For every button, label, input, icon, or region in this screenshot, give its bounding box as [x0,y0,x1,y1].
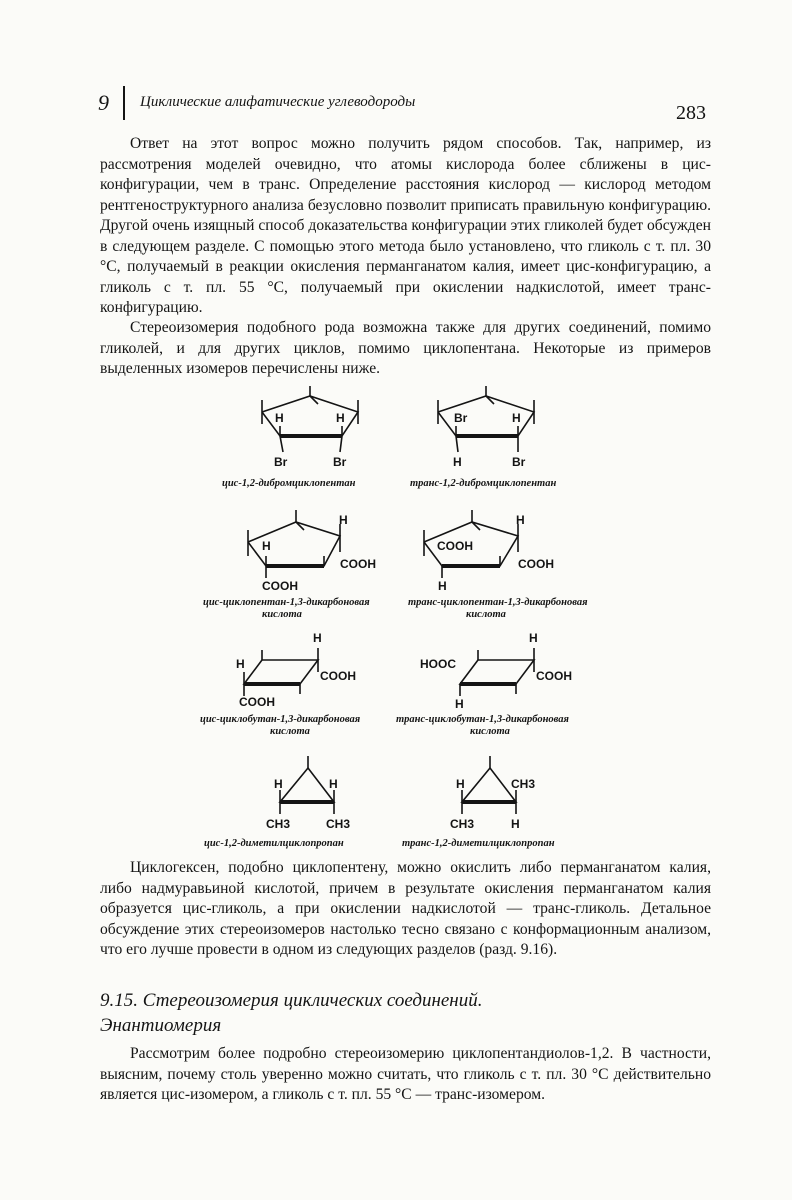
atom-cooh: COOH [320,669,356,683]
structure-trans-dimethylcyclopropane [462,756,516,814]
caption-trans-cyclobutane-acid: транс-циклобутан-1,3-дикарбоновая [396,714,569,725]
atom-h: H [512,411,521,425]
structure-cis-dimethylcyclopropane [280,756,334,814]
caption-cis-cyclopentane-acid: цис-циклопентан-1,3-дикарбоновая [203,597,370,608]
caption-cis-cyclobutane-acid-2: кислота [270,726,310,737]
atom-h: H [438,579,447,593]
header-divider [123,86,125,120]
section-heading-line-1: 9.15. Стереоизомерия циклических соединений. [100,990,483,1011]
paragraph-3: Циклогексен, подобно циклопентену, можно окислить либо перманганатом калия, либо надмуравьиной кислотой, причем в результате окисления перманганатом калия образуется цис-гликоль, а при окислении надкислотой — транс-гликоль. Детальное обсуждение этих стереоизомеров настолько тесно связано с конформационным анализом, что его лучше провести в одном из следующих разделов (разд. 9.16). [100,859,711,958]
atom-ch3: CH3 [450,817,475,831]
atom-br: Br [512,455,526,469]
atom-cooh: COOH [518,557,554,571]
atom-hooc: HOOC [420,657,456,671]
atom-ch3: CH3 [511,777,536,791]
atom-h: H [236,657,245,671]
atom-h: H [529,631,538,645]
isomer-figure [0,370,792,860]
structure-cis-cyclobutane-dicarboxylic [244,648,318,696]
caption-cis-cyclobutane-acid: цис-циклобутан-1,3-дикарбоновая [200,714,361,725]
page-number: 283 [676,102,706,124]
atom-h: H [275,411,284,425]
caption-trans-cyclobutane-acid-2: кислота [470,726,510,737]
paragraph-1: Ответ на этот вопрос можно получить рядом способов. Так, например, из рассмотрения моделей очевидно, что атомы кислорода более сближены в цис-конфигурации, чем в транс. Определение расстояния кислород — кислород методом рентгеноструктурного анализа безусловно позволит приписать правильную конфигурацию. Другой очень изящный способ доказательства конфигурации этих гликолей будет обсужден в следующем разделе. С помощью этого метода было установлено, что гликоль с т. пл. 30 °С, получаемый в реакции окисления перманганатом калия, имеет цис-конфигурацию, а гликоль с т. пл. 55 °С, получаемый при окислении надкислотой, имеет транс-конфигурацию. [100,135,711,316]
section-heading [100,988,711,1038]
atom-br: Br [274,455,288,469]
paragraph-4: Рассмотрим более подробно стереоизомерию циклопентандиолов-1,2. В частности, выясним, почему столь уверенно можно считать, что гликоль с т. пл. 30 °С действительно является цис-изомером, а гликоль с т. пл. 55 °С — транс-изомером. [100,1045,711,1103]
caption-trans-dibromocyclopentane: транс-1,2-дибромциклопентан [410,478,557,489]
atom-h: H [511,817,520,831]
atom-h: H [456,777,465,791]
atom-cooh: COOH [340,557,376,571]
caption-trans-dimethylcyclopropane: транс-1,2-диметилциклопропан [402,838,555,849]
atom-ch3: CH3 [326,817,351,831]
atom-cooh: COOH [239,695,275,709]
running-title: Циклические алифатические углеводороды [140,94,416,110]
section-heading-line-2: Энантиомерия [100,1015,222,1036]
caption-trans-cyclopentane-acid-2: кислота [466,609,506,620]
atom-h: H [516,513,525,527]
atom-h: H [453,455,462,469]
atom-h: H [336,411,345,425]
paragraph-2: Стереоизомерия подобного рода возможна также для других соединений, помимо гликолей, и для других циклов, помимо циклопентана. Некоторые из примеров выделенных изомеров перечислены ниже. [100,319,711,377]
chapter-number: 9 [98,90,109,115]
atom-br: Br [333,455,347,469]
caption-cis-dimethylcyclopropane: цис-1,2-диметилциклопропан [204,838,344,849]
structure-trans-cyclobutane-dicarboxylic [460,648,534,696]
atom-h: H [329,777,338,791]
caption-cis-dibromocyclopentane: цис-1,2-дибромциклопентан [222,478,356,489]
caption-cis-cyclopentane-acid-2: кислота [262,609,302,620]
atom-h: H [274,777,283,791]
caption-trans-cyclopentane-acid: транс-циклопентан-1,3-дикарбоновая [408,597,588,608]
atom-cooh: COOH [536,669,572,683]
atom-br: Br [454,411,468,425]
atom-cooh: COOH [262,579,298,593]
atom-h: H [455,697,464,711]
atom-cooh: COOH [437,539,473,553]
atom-h: H [262,539,271,553]
atom-ch3: CH3 [266,817,291,831]
atom-h: H [339,513,348,527]
atom-h: H [313,631,322,645]
